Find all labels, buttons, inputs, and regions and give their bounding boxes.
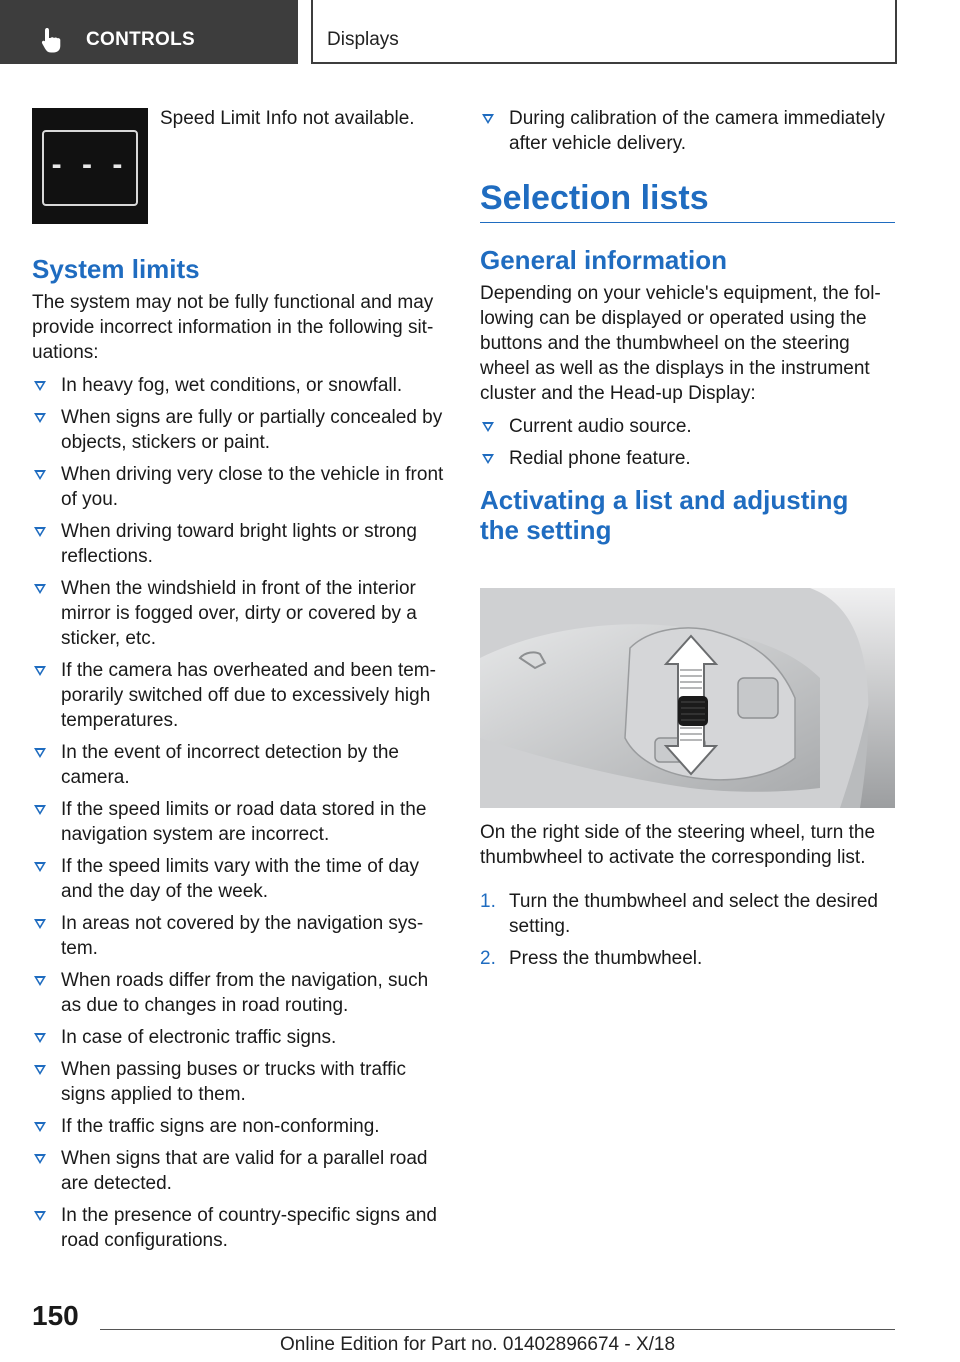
list-item-text: Redial phone feature. <box>509 448 691 469</box>
list-item-text: Current audio source. <box>509 416 692 437</box>
step-number: 2. <box>480 948 496 969</box>
list-item <box>32 519 450 569</box>
step-item <box>480 889 896 939</box>
list-item-text: When roads differ from the navigation, such as due to changes in road routing. <box>61 970 429 1016</box>
list-item-text: When signs that are valid for a parallel road are detected. <box>61 1148 428 1194</box>
list-item <box>32 658 450 733</box>
step-number: 1. <box>480 891 496 912</box>
triangle-bullet-icon <box>34 1211 46 1221</box>
list-item-text: When passing buses or trucks with traffic signs applied to them. <box>61 1059 406 1105</box>
triangle-bullet-icon <box>482 422 494 432</box>
list-item <box>32 462 450 512</box>
list-item-text: When signs are fully or partially concealed by objects, stickers or paint. <box>61 407 443 453</box>
list-item <box>480 414 896 439</box>
list-item-text: In the presence of country-specific signs and road configurations. <box>61 1205 437 1251</box>
list-item-text: When the windshield in front of the interior mirror is fogged over, dirty or covered by a sticker, etc. <box>61 578 417 649</box>
list-item <box>32 1114 450 1139</box>
list-item-text: In areas not covered by the navigation sys- tem. <box>61 913 424 959</box>
step-text: Turn the thumbwheel and select the desired setting. <box>509 891 878 937</box>
list-item <box>32 405 450 455</box>
activating-list-heading: Activating a list and adjusting the setting <box>480 485 849 545</box>
image-caption: On the right side of the steering wheel, turn the thumbwheel to activate the corresponding list. <box>480 822 876 868</box>
system-limits-intro: The system may not be fully functional and may provide incorrect information in the following sit- uations: <box>32 292 434 363</box>
triangle-bullet-icon <box>34 470 46 480</box>
list-item-text: When driving toward bright lights or strong reflections. <box>61 521 417 567</box>
list-item <box>32 1025 450 1050</box>
list-item <box>32 1146 450 1196</box>
speed-limit-caption: Speed Limit Info not available. <box>160 108 415 129</box>
triangle-bullet-icon <box>482 454 494 464</box>
list-item-text: In case of electronic traffic signs. <box>61 1027 337 1048</box>
steering-wheel-illustration <box>480 588 895 808</box>
chapter-title: Displays <box>327 29 399 50</box>
triangle-bullet-icon <box>34 805 46 815</box>
list-item <box>32 373 450 398</box>
section-tab <box>0 0 298 64</box>
list-item <box>32 854 450 904</box>
list-item <box>32 1203 450 1253</box>
title-rule <box>480 222 895 223</box>
list-item <box>32 740 450 790</box>
footer-rule <box>100 1329 895 1330</box>
list-item-text: In heavy fog, wet conditions, or snowfall. <box>61 375 403 396</box>
step-item <box>480 946 896 971</box>
chapter-tab <box>311 0 897 64</box>
activating-section <box>480 820 896 978</box>
triangle-bullet-icon <box>34 1122 46 1132</box>
general-information-list <box>480 414 896 471</box>
pointing-hand-icon <box>38 26 66 54</box>
calibration-list <box>480 106 896 156</box>
list-item <box>32 797 450 847</box>
selection-lists-title: Selection lists <box>480 179 709 217</box>
triangle-bullet-icon <box>34 976 46 986</box>
general-information-heading: General information <box>480 245 728 275</box>
system-limits-heading: System limits <box>32 254 200 284</box>
triangle-bullet-icon <box>482 114 494 124</box>
system-limits-section <box>32 254 450 1260</box>
edition-note: Online Edition for Part no. 01402896674 - X/18 <box>280 1334 676 1355</box>
steps-list <box>480 889 896 971</box>
right-column <box>480 106 896 545</box>
general-information-text: Depending on your vehicle's equipment, the fol- lowing can be displayed or operated using the buttons and the thumbwheel on the steering wheel as well as the displays in the instrument cluster and the Head-up Display: <box>480 283 881 404</box>
speed-limit-unavailable-icon <box>32 108 148 224</box>
page-number: 150 <box>32 1300 79 1331</box>
triangle-bullet-icon <box>34 919 46 929</box>
list-item <box>32 911 450 961</box>
list-item <box>480 106 896 156</box>
list-item-text: If the traffic signs are non-conforming. <box>61 1116 380 1137</box>
steering-wheel-thumbwheel-image <box>480 588 895 808</box>
list-item-text: If the speed limits or road data stored in the navigation system are incorrect. <box>61 799 427 845</box>
triangle-bullet-icon <box>34 1033 46 1043</box>
system-limits-list <box>32 373 450 1253</box>
list-item <box>32 1057 450 1107</box>
triangle-bullet-icon <box>34 1065 46 1075</box>
triangle-bullet-icon <box>34 584 46 594</box>
triangle-bullet-icon <box>34 666 46 676</box>
triangle-bullet-icon <box>34 748 46 758</box>
triangle-bullet-icon <box>34 381 46 391</box>
list-item-text: In the event of incorrect detection by the camera. <box>61 742 399 788</box>
list-item-text: During calibration of the camera immediately after vehicle delivery. <box>509 108 885 154</box>
speed-sign-placeholder: - - - <box>42 130 138 206</box>
step-text: Press the thumbwheel. <box>509 948 703 969</box>
list-item <box>32 968 450 1018</box>
list-item <box>32 576 450 651</box>
list-item <box>480 446 896 471</box>
triangle-bullet-icon <box>34 862 46 872</box>
triangle-bullet-icon <box>34 527 46 537</box>
list-item-text: If the speed limits vary with the time of day and the day of the week. <box>61 856 419 902</box>
list-item-text: If the camera has overheated and been tem- porarily switched off due to excessively high temperatures. <box>61 660 436 731</box>
section-title: CONTROLS <box>86 29 196 50</box>
triangle-bullet-icon <box>34 413 46 423</box>
list-item-text: When driving very close to the vehicle in front of you. <box>61 464 444 510</box>
triangle-bullet-icon <box>34 1154 46 1164</box>
